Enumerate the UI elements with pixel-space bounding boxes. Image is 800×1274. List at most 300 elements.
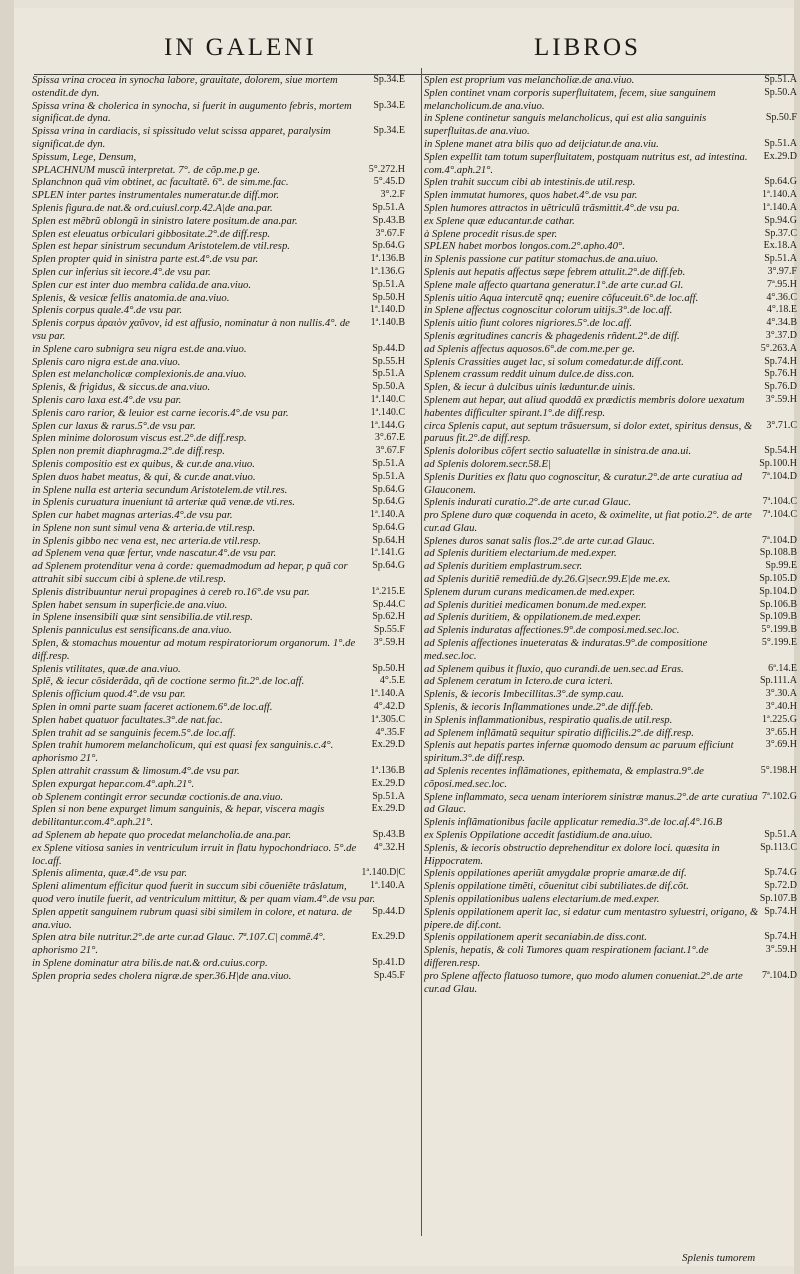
entry-reference: Sp.111.A bbox=[759, 675, 797, 687]
entry-text: Splenis oppilatione timẽti, cõuenitut cibi subtiliates.de dif.cõt. bbox=[424, 880, 689, 893]
entry-text: in Splene insensibili quæ sint sensibilia.de vtil.resp. bbox=[32, 611, 253, 624]
index-entry bbox=[424, 112, 799, 138]
index-entry bbox=[32, 266, 407, 279]
header-left: IN GALENI bbox=[164, 34, 317, 61]
entry-text: circa Splenis caput, aut septum trãsuersum, si dolor extet, spiritus densus, & paruus fit.2°.de diff.resp. bbox=[424, 419, 753, 445]
entry-text: Splenis distribuuntur nerui propagines à cereb ro.16°.de vsu par. bbox=[32, 585, 310, 598]
entry-reference: Sp.62.H bbox=[372, 611, 405, 623]
index-entry bbox=[424, 611, 799, 624]
index-entry bbox=[32, 202, 407, 215]
entry-text: Splenis figura.de nat.& ord.cuiusl.corp.42.A|de ana.par. bbox=[32, 201, 273, 214]
index-entry bbox=[424, 880, 799, 893]
index-entry bbox=[424, 420, 799, 446]
index-entry bbox=[32, 663, 407, 676]
entry-reference: Sp.34.E bbox=[373, 99, 405, 111]
index-entry bbox=[32, 394, 407, 407]
entry-text: Splen est melancholicæ complexionis.de ana.viuo. bbox=[32, 368, 247, 381]
entry-reference: 1ª.305.C bbox=[370, 713, 405, 725]
index-entry bbox=[424, 906, 799, 932]
index-entry bbox=[32, 407, 407, 420]
entry-reference: 6ª.14.E bbox=[768, 662, 797, 674]
entry-reference: Sp.74.H bbox=[764, 905, 797, 917]
entry-text: Splenis corpus quale.4°.de vsu par. bbox=[32, 304, 183, 317]
index-entry bbox=[424, 266, 799, 279]
entry-text: SPLEN inter partes instrumentales numeratur.de diff.mor. bbox=[32, 189, 279, 202]
entry-text: ad Splenis affectus aquosos.6°.de com.me.per ge. bbox=[424, 342, 635, 355]
entry-reference: 1ª.141.G bbox=[370, 547, 405, 559]
entry-text: Splen humores attractos in uẽtriculũ trãsmittit.4°.de vsu pa. bbox=[424, 201, 680, 214]
index-entry bbox=[424, 343, 799, 356]
index-entry bbox=[32, 957, 407, 970]
index-entry bbox=[424, 228, 799, 241]
index-entry bbox=[32, 176, 407, 189]
index-column-left bbox=[32, 74, 407, 983]
entry-text: pro Splene affecto flatuoso tumore, quo modo alumen conueniat.2°.de arte cur.ad Glau. bbox=[424, 969, 743, 995]
entry-reference: 3°.37.D bbox=[765, 329, 797, 341]
entry-reference: Sp.37.C bbox=[764, 227, 797, 239]
index-entry bbox=[32, 778, 407, 791]
entry-reference: 1ª.140.A bbox=[370, 688, 405, 700]
entry-text: ad Splenem inflãmatũ sequitur spiratio difficilis.2°.de diff.resp. bbox=[424, 726, 694, 739]
entry-text: Splenis caro laxa est.4°.de vsu par. bbox=[32, 393, 182, 406]
index-entry bbox=[424, 791, 799, 817]
index-entry bbox=[32, 599, 407, 612]
index-entry bbox=[32, 484, 407, 497]
index-entry bbox=[424, 816, 799, 829]
entry-text: Spissa vrina in cardiacis, si spissitudo velut scissa apparet, paralysim significat.de dyn. bbox=[32, 125, 331, 150]
index-entry bbox=[32, 714, 407, 727]
entry-text: à Splene procedit risus.de sper. bbox=[424, 227, 558, 240]
index-entry bbox=[424, 189, 799, 202]
entry-text: Splenis ægritudines cancris & phagedenis rñdent.2°.de diff. bbox=[424, 329, 680, 342]
entry-text: Splen habet quatuor facultates.3°.de nat.fac. bbox=[32, 713, 223, 726]
entry-text: in Splenis curuatura inueniunt tã arteriæ quã venæ.de vti.res. bbox=[32, 496, 295, 509]
entry-text: Splenis, & vesicæ fellis anatomia.de ana.viuo. bbox=[32, 291, 230, 304]
entry-reference: 1ª.140.A bbox=[370, 880, 405, 892]
entry-text: Splenis, & iecoris Imbecillitas.3°.de symp.cau. bbox=[424, 688, 624, 701]
index-entry bbox=[424, 471, 799, 497]
entry-reference: Sp.64.G bbox=[372, 560, 405, 572]
entry-reference: Sp.50.F bbox=[765, 112, 797, 124]
index-entry bbox=[424, 151, 799, 177]
entry-text: Splenis oppilationem aperit secaniabin.de diss.cont. bbox=[424, 931, 647, 944]
index-entry bbox=[424, 215, 799, 228]
entry-reference: Sp.50.A bbox=[764, 86, 797, 98]
index-entry bbox=[32, 880, 407, 906]
entry-reference: Sp.113.C bbox=[760, 841, 797, 853]
index-entry bbox=[424, 445, 799, 458]
entry-text: Splenis inflãmationibus facile applicatur remedia.3°.de loc.af.4°.16.B bbox=[424, 816, 723, 829]
entry-text: Splen trahit humorem melancholicum, qui est quasi fex sanguinis.c.4°. aphorismo 21°. bbox=[32, 739, 334, 765]
index-entry bbox=[424, 765, 799, 791]
entry-reference: Sp.72.D bbox=[764, 880, 797, 892]
index-entry bbox=[424, 317, 799, 330]
entry-text: Splen est mẽbrũ oblongũ in sinistro latere positum.de ana.par. bbox=[32, 214, 298, 227]
index-entry bbox=[32, 228, 407, 241]
index-entry bbox=[32, 535, 407, 548]
entry-text: in Splenis gibbo nec vena est, nec arteria.de vtil.resp. bbox=[32, 534, 261, 547]
index-entry bbox=[32, 842, 407, 868]
index-entry bbox=[424, 330, 799, 343]
entry-text: ad Splenis dolorem.secr.58.E| bbox=[424, 457, 551, 470]
entry-reference: 1ª.144.G bbox=[370, 419, 405, 431]
entry-text: Splenis, & iecoris Inflammationes unde.2°.de diff.feb. bbox=[424, 701, 654, 714]
index-entry bbox=[32, 304, 407, 317]
index-entry bbox=[32, 356, 407, 369]
entry-text: pro Splene duro quæ coquenda in aceto, & oximelite, ut fiat potio.2°. de arte cur.ad Glau. bbox=[424, 509, 752, 534]
entry-reference: Sp.34.E bbox=[373, 74, 405, 85]
entry-text: Splenis oppilationes aperiũt amygdalæ proprie amaræ.de dif. bbox=[424, 867, 687, 880]
entry-reference: Sp.100.H bbox=[759, 457, 797, 469]
entry-reference: 4°.36.C bbox=[766, 291, 797, 303]
entry-text: Splenis uitio fiunt colores nigriores.5°.de loc.aff. bbox=[424, 317, 633, 330]
entry-text: Splenem durum curans medicamen.de med.exper. bbox=[424, 585, 636, 598]
entry-reference: Sp.50.H bbox=[372, 662, 405, 674]
entry-reference: Sp.34.E bbox=[373, 125, 405, 137]
entry-text: Splen attrahit crassum & limosum.4°.de vsu par. bbox=[32, 765, 240, 778]
entry-reference: Sp.76.D bbox=[764, 381, 797, 393]
index-entry bbox=[32, 970, 407, 983]
entry-text: Splenis, & frigidus, & siccus.de ana.viuo. bbox=[32, 381, 211, 394]
entry-reference: Sp.51.A bbox=[372, 368, 405, 380]
entry-reference: Sp.108.B bbox=[759, 547, 797, 559]
entry-text: Splenis aut hepatis affectus sæpe febrem attulit.2°.de diff.feb. bbox=[424, 265, 686, 278]
entry-text: in Splene nulla est arteria secundum Aristotelem.de vtil.res. bbox=[32, 483, 288, 496]
entry-reference: 3°.67.E bbox=[374, 432, 405, 444]
entry-text: ad Splenis affectiones inueteratas & induratas.9°.de compositione med.sec.loc. bbox=[424, 637, 708, 662]
index-entry bbox=[424, 496, 799, 509]
entry-text: Splen cur habet magnas arterias.4°.de vsu par. bbox=[32, 509, 233, 522]
index-entry bbox=[32, 727, 407, 740]
entry-reference: 3°.67.F bbox=[375, 227, 405, 239]
index-entry bbox=[32, 164, 407, 177]
entry-text: Spissum, Lege, Densum, bbox=[32, 150, 137, 163]
index-entry bbox=[424, 74, 799, 87]
entry-text: ad Splenis duritiem emplastrum.secr. bbox=[424, 560, 583, 573]
index-entry bbox=[32, 522, 407, 535]
index-entry bbox=[424, 368, 799, 381]
entry-text: Splẽ, & iecur cõsiderãda, qñ de coctione sermo fit.2°.de loc.aff. bbox=[32, 675, 305, 688]
entry-text: Spissa vrina crocea in synocha labore, grauitate, dolorem, siue mortem ostendit.de dyn. bbox=[32, 74, 338, 99]
index-entry bbox=[424, 739, 799, 765]
entry-reference: 1ª.225.G bbox=[762, 713, 797, 725]
entry-reference: 1ª.140.C bbox=[370, 406, 405, 418]
entry-text: Splen non premit diaphragma.2°.de diff.resp. bbox=[32, 445, 225, 458]
index-entry bbox=[32, 420, 407, 433]
index-entry bbox=[424, 701, 799, 714]
entry-text: Splenis Durities ex flatu quo cognoscitur, & curatur.2°.de arte curatiua ad Glauconem. bbox=[424, 470, 743, 496]
index-entry bbox=[424, 458, 799, 471]
index-entry bbox=[424, 663, 799, 676]
entry-text: Splenis officium quod.4°.de vsu par. bbox=[32, 688, 186, 701]
entry-reference: Sp.50.H bbox=[372, 291, 405, 303]
entry-text: in Splenis passione cur patitur stomachus.de ana.uiuo. bbox=[424, 253, 659, 266]
index-entry bbox=[424, 842, 799, 868]
entry-reference: 5°.199.B bbox=[761, 624, 797, 636]
entry-reference: Sp.44.D bbox=[372, 905, 405, 917]
entry-reference: 1ª.136.B bbox=[370, 253, 405, 265]
entry-text: in Splene affectus cognoscitur colorum uitijs.3°.de loc.aff. bbox=[424, 304, 673, 317]
index-entry bbox=[424, 688, 799, 701]
index-entry bbox=[32, 931, 407, 957]
index-entry bbox=[424, 138, 799, 151]
index-entry bbox=[32, 125, 407, 151]
entry-reference: 1ª.140.C bbox=[370, 393, 405, 405]
entry-reference: Sp.51.A bbox=[764, 137, 797, 149]
index-entry bbox=[32, 215, 407, 228]
entry-text: ad Splenem protenditur vena à corde: quemadmodum ad hepar, p quã cor attrahit sibi succum cibi à splene.de vtil.resp. bbox=[32, 560, 348, 586]
entry-reference: Sp.64.H bbox=[372, 534, 405, 546]
entry-reference: 3°.59.H bbox=[765, 944, 797, 956]
entry-text: Splen si non bene expurget limum sanguinis, & hepar, viscera magis debilitantur.com.4°.aph.21°. bbox=[32, 803, 325, 829]
index-entry bbox=[32, 701, 407, 714]
index-entry bbox=[32, 791, 407, 804]
entry-text: in Splene dominatur atra bilis.de nat.& ord.cuius.corp. bbox=[32, 956, 268, 969]
entry-reference: 7ª.104.D bbox=[762, 969, 797, 981]
index-column-right bbox=[424, 74, 799, 995]
index-entry bbox=[424, 586, 799, 599]
entry-text: Splenis Crassities auget lac, si solum comedatur.de diff.cont. bbox=[424, 355, 684, 368]
entry-reference: Sp.94.G bbox=[764, 214, 797, 226]
index-entry bbox=[424, 87, 799, 113]
index-entry bbox=[32, 100, 407, 126]
index-entry bbox=[424, 292, 799, 305]
entry-text: Splen cur inferius sit iecore.4°.de vsu par. bbox=[32, 265, 211, 278]
document-page bbox=[14, 8, 797, 1266]
entry-text: ad Splenis duritiem electarium.de med.exper. bbox=[424, 547, 617, 560]
entry-reference: Sp.45.F bbox=[373, 969, 405, 981]
index-entry bbox=[424, 535, 799, 548]
entry-reference: Sp.64.G bbox=[372, 240, 405, 252]
entry-reference: 1ª.140.A bbox=[762, 201, 797, 213]
entry-text: in Splenis inflammationibus, respiratio qualis.de util.resp. bbox=[424, 713, 673, 726]
entry-reference: 1ª.140.A bbox=[370, 509, 405, 521]
entry-reference: Ex.18.A bbox=[763, 240, 797, 252]
entry-reference: 3°.59.H bbox=[373, 637, 405, 649]
entry-text: ad Splenem quibus it fluxio, quo curandi.de uen.sec.ad Eras. bbox=[424, 662, 684, 675]
entry-reference: 1ª.140.D|C bbox=[361, 867, 405, 879]
index-entry bbox=[32, 471, 407, 484]
entry-reference: 5°.199.E bbox=[761, 637, 797, 649]
entry-text: SPLACHNUM muscũ interpretat. 7°. de cõp.me.p ge. bbox=[32, 163, 260, 176]
entry-text: Splenes duros sanat salis flos.2°.de arte cur.ad Glauc. bbox=[424, 534, 655, 547]
index-entry bbox=[424, 970, 799, 996]
entry-reference: 4°.42.D bbox=[373, 701, 405, 713]
index-entry bbox=[32, 445, 407, 458]
index-entry bbox=[32, 279, 407, 292]
index-entry bbox=[32, 509, 407, 522]
index-entry bbox=[32, 624, 407, 637]
entry-reference: Sp.51.A bbox=[372, 278, 405, 290]
entry-text: SPLEN habet morbos longos.com.2°.apho.40°. bbox=[424, 240, 625, 253]
entry-reference: Sp.51.A bbox=[372, 201, 405, 213]
index-entry bbox=[32, 637, 407, 663]
entry-text: Splen in omni parte suam faceret actionem.6°.de loc.aff. bbox=[32, 701, 273, 714]
entry-text: ad Splenem vena quæ fertur, vnde nascatur.4°.de vsu par. bbox=[32, 547, 277, 560]
index-entry bbox=[32, 765, 407, 778]
entry-text: Splen duos habet meatus, & qui, & cur.de anat.viuo. bbox=[32, 470, 256, 483]
index-entry bbox=[424, 394, 799, 420]
index-entry bbox=[424, 714, 799, 727]
entry-text: Splenis caro rarior, & leuior est carne iecoris.4°.de vsu par. bbox=[32, 406, 289, 419]
entry-text: Splen propria sedes cholera nigræ.de sper.36.H|de ana.viuo. bbox=[32, 969, 292, 982]
entry-reference: 4°.18.E bbox=[766, 304, 797, 316]
catchword: Splenis tumorem bbox=[682, 1252, 756, 1264]
entry-text: in Splene caro subnigra seu nigra est.de ana.viuo. bbox=[32, 342, 247, 355]
entry-reference: Sp.64.G bbox=[372, 496, 405, 508]
entry-text: Splen est proprium vas melancholiæ.de ana.viuo. bbox=[424, 74, 635, 86]
index-entry bbox=[424, 675, 799, 688]
index-entry bbox=[32, 368, 407, 381]
entry-reference: 3°.30.A bbox=[765, 688, 797, 700]
entry-text: Splenem aut hepar, aut aliud quoddã ex prædictis membris dolore uexatum habentes difficulter spirant.1°.de diff.resp. bbox=[424, 393, 745, 419]
index-entry bbox=[424, 356, 799, 369]
index-entry bbox=[32, 867, 407, 880]
index-entry bbox=[424, 599, 799, 612]
index-entry bbox=[32, 560, 407, 586]
entry-reference: 3°.65.H bbox=[765, 726, 797, 738]
entry-text: Splen trahit ad se sanguinis fecem.5°.de loc.aff. bbox=[32, 726, 236, 739]
entry-text: ob Splenem contingit error secundæ coctionis.de ana.viuo. bbox=[32, 790, 284, 803]
page-edge-left bbox=[0, 0, 14, 1274]
entry-reference: Sp.51.A bbox=[372, 470, 405, 482]
entry-text: ad Splenem ab hepate quo procedat melancholia.de ana.par. bbox=[32, 829, 292, 842]
entry-reference: Sp.64.G bbox=[372, 521, 405, 533]
entry-reference: Sp.43.B bbox=[372, 829, 405, 841]
entry-reference: Sp.109.B bbox=[759, 611, 797, 623]
index-entry bbox=[32, 343, 407, 356]
entry-text: Splenem crassum reddit uinum dulce.de diss.con. bbox=[424, 368, 635, 381]
entry-reference: 7ª.102.G bbox=[762, 790, 797, 802]
index-entry bbox=[32, 317, 407, 343]
entry-text: Splenis compositio est ex quibus, & cur.de ana.viuo. bbox=[32, 457, 255, 470]
entry-text: Splen immutat humores, quos habet.4°.de vsu par. bbox=[424, 189, 638, 202]
entry-text: ad Splenis induratas affectiones.9°.de composi.med.sec.loc. bbox=[424, 624, 680, 637]
running-header bbox=[14, 34, 794, 74]
entry-reference: 3°.59.H bbox=[765, 393, 797, 405]
entry-text: Spleni alimentum efficitur quod fuerit in succum sibi cõueniẽte trãslatum, quod vero inutile fuerit, ad ventriculum mittitur, & per quam viam.4°.de vsu par. bbox=[32, 880, 376, 905]
index-entry bbox=[424, 727, 799, 740]
entry-reference: 7ª.104.D bbox=[762, 534, 797, 546]
index-entry bbox=[32, 586, 407, 599]
entry-text: Splenis doloribus cõfert sectio saluatellæ in sinistra.de ana.ui. bbox=[424, 445, 692, 458]
entry-text: Splanchnon quã vim obtinet, ac facultatẽ. 6°. de sim.me.fac. bbox=[32, 176, 289, 189]
entry-text: Splen expellit tam totum superfluitatem, postquam nutritus est, ad intestina. com.4°.aph.21°. bbox=[424, 150, 748, 176]
entry-reference: Sp.44.C bbox=[372, 598, 405, 610]
entry-text: Splen est hepar sinistrum secundum Aristotelem.de vtil.resp. bbox=[32, 240, 290, 253]
entry-reference: 4°.35.F bbox=[375, 726, 405, 738]
entry-reference: 7ª.104.C bbox=[762, 509, 797, 521]
entry-reference: 3°.71.C bbox=[766, 419, 797, 431]
entry-reference: Ex.29.D bbox=[763, 150, 797, 162]
entry-reference: Ex.29.D bbox=[371, 777, 405, 789]
entry-reference: Sp.44.D bbox=[372, 342, 405, 354]
entry-text: Splen, & stomachus mouentur ad motum respiratoriorum organorum. 1°.de diff.resp. bbox=[32, 637, 356, 662]
index-entry bbox=[424, 240, 799, 253]
entry-text: Splenis oppilationibus ualens electarium.de med.exper. bbox=[424, 893, 660, 905]
entry-text: Splenis oppilationem aperit lac, si edatur cum mentastro syluestri, origano, & pipere.de dif.cont. bbox=[424, 905, 759, 931]
entry-reference: Ex.29.D bbox=[371, 931, 405, 943]
entry-reference: Sp.74.H bbox=[764, 355, 797, 367]
index-entry bbox=[32, 803, 407, 829]
index-entry bbox=[424, 381, 799, 394]
entry-text: Splenis vtilitates, quæ.de ana.viuo. bbox=[32, 662, 181, 675]
entry-reference: Sp.104.D bbox=[759, 585, 797, 597]
entry-reference: Sp.54.H bbox=[764, 445, 797, 457]
entry-reference: 3°.67.F bbox=[375, 445, 405, 457]
index-entry bbox=[32, 829, 407, 842]
entry-reference: 5°.272.H bbox=[368, 163, 405, 175]
index-entry bbox=[32, 189, 407, 202]
entry-reference: Sp.55.H bbox=[372, 355, 405, 367]
index-entry bbox=[424, 202, 799, 215]
entry-text: Splen propter quid in sinistra parte est.4°.de vsu par. bbox=[32, 253, 259, 266]
index-entry bbox=[32, 74, 407, 100]
entry-reference: 4°.34.B bbox=[766, 317, 797, 329]
index-entry bbox=[32, 739, 407, 765]
entry-reference: 7ª.104.C bbox=[762, 496, 797, 508]
entry-text: Splen trahit succum cibi ab intestinis.de util.resp. bbox=[424, 176, 636, 189]
entry-text: Splen appetit sanguinem rubrum quasi sibi similem in colore, et natura. de ana.viuo. bbox=[32, 905, 352, 931]
index-entry bbox=[424, 829, 799, 842]
index-entry bbox=[424, 893, 799, 906]
entry-text: Splenis, hepatis, & coli Tumores quam respirationem faciant.1°.de differen.resp. bbox=[424, 944, 709, 969]
entry-text: in Splene non sunt simul vena & arteria.de vtil.resp. bbox=[32, 521, 256, 534]
entry-reference: Sp.41.D bbox=[372, 956, 405, 968]
index-entry bbox=[32, 458, 407, 471]
entry-reference: 7ª.104.D bbox=[762, 470, 797, 482]
entry-text: ad Splenem ceratum in Ictero.de cura icteri. bbox=[424, 675, 613, 688]
column-divider bbox=[421, 68, 422, 1236]
entry-reference: Sp.74.G bbox=[764, 867, 797, 879]
entry-text: ad Splenis duritiem, & oppilationem.de med.exper. bbox=[424, 611, 641, 624]
index-entry bbox=[32, 292, 407, 305]
index-entry bbox=[424, 279, 799, 292]
index-entry bbox=[424, 637, 799, 663]
entry-text: Splenis panniculus est sensificans.de ana.viuo. bbox=[32, 624, 232, 637]
entry-text: ex Splenis Oppilatione accedit fastidium.de ana.uiuo. bbox=[424, 829, 653, 842]
entry-text: Splene male affecto quartana generatur.1°.de arte cur.ad Gl. bbox=[424, 278, 684, 291]
entry-reference: Sp.43.B bbox=[372, 214, 405, 226]
entry-text: Splen expurgat hepar.com.4°.aph.21°. bbox=[32, 777, 195, 790]
entry-reference: 3°.69.H bbox=[765, 739, 797, 751]
index-entry bbox=[32, 240, 407, 253]
index-entry bbox=[424, 176, 799, 189]
entry-reference: Sp.64.G bbox=[372, 483, 405, 495]
entry-text: Splenis indurati curatio.2°.de arte cur.ad Glauc. bbox=[424, 496, 632, 509]
entry-reference: Sp.76.H bbox=[764, 368, 797, 380]
entry-reference: Sp.64.G bbox=[764, 176, 797, 188]
index-entry bbox=[32, 496, 407, 509]
index-entry bbox=[424, 547, 799, 560]
entry-reference: 7ª.95.H bbox=[767, 278, 797, 290]
index-entry bbox=[424, 253, 799, 266]
entry-text: ad Splenis recentes inflãmationes, epithemata, & emplastra.9°.de cõposi.med.sec.loc. bbox=[424, 765, 704, 790]
entry-reference: Sp.50.A bbox=[372, 381, 405, 393]
index-entry bbox=[424, 944, 799, 970]
entry-reference: Sp.51.A bbox=[372, 457, 405, 469]
entry-reference: 5°.45.D bbox=[373, 176, 405, 188]
entry-reference: 5°.263.A bbox=[760, 342, 797, 354]
entry-text: Splenis uitio Aqua intercutẽ qnq; euenire cõfuceuit.6°.de loc.aff. bbox=[424, 291, 699, 304]
index-entry bbox=[424, 624, 799, 637]
entry-reference: 3°.40.H bbox=[765, 701, 797, 713]
index-entry bbox=[32, 151, 407, 164]
index-entry bbox=[424, 509, 799, 535]
entry-text: Splenis aut hepatis partes infernæ quomodo densum ac paruum efficiunt spiritum.3°.de diff.resp. bbox=[424, 739, 734, 765]
entry-reference: Sp.51.A bbox=[764, 74, 797, 85]
entry-reference: 3°.97.F bbox=[767, 265, 797, 277]
